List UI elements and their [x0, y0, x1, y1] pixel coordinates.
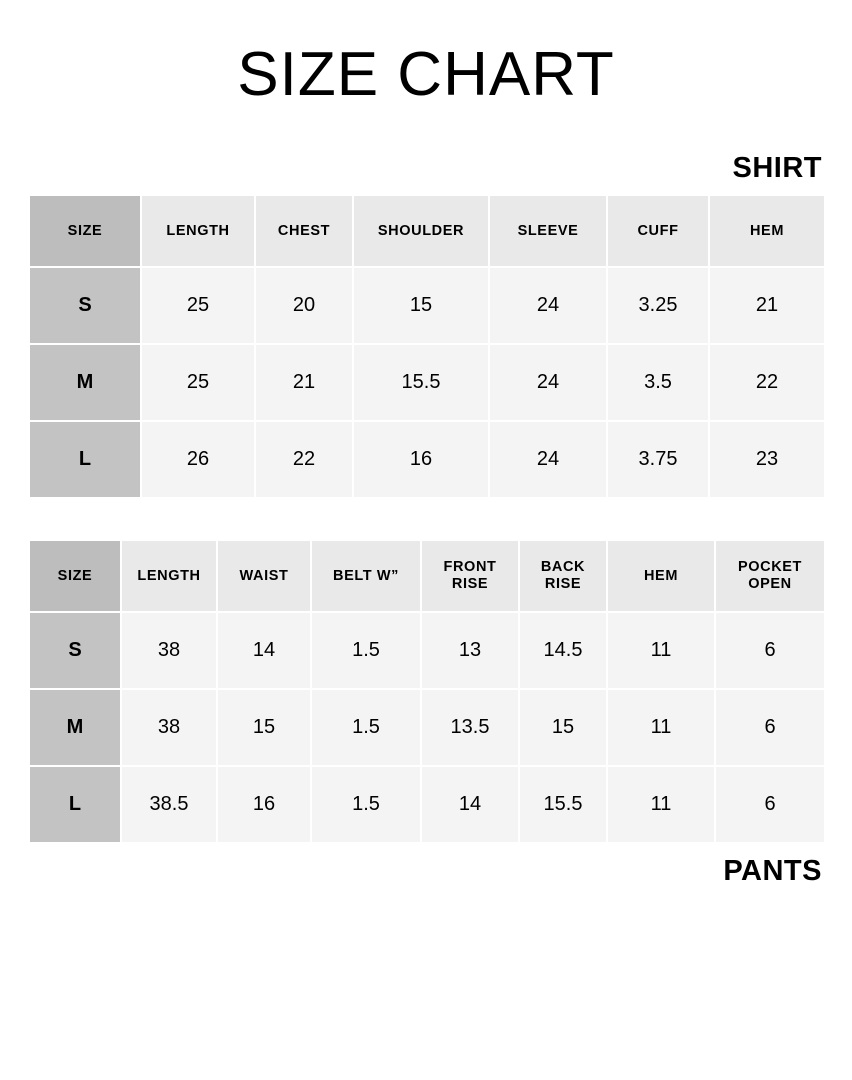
cell-value: 38: [121, 689, 217, 766]
table-row: [29, 267, 825, 344]
cell-value: 15: [353, 267, 489, 344]
cell-value: 15: [217, 689, 311, 766]
table-header-row: [29, 195, 825, 267]
cell-value: 6: [715, 766, 825, 843]
table-row: [29, 612, 825, 689]
cell-value: 11: [607, 612, 715, 689]
pants-size-table: [28, 539, 826, 844]
cell-value: 14: [217, 612, 311, 689]
shirt-section-label: SHIRT: [732, 152, 822, 184]
column-header-hem: HEM: [709, 195, 825, 267]
column-header-size: SIZE: [29, 540, 121, 612]
cell-value: 11: [607, 766, 715, 843]
tables-container: [28, 106, 824, 886]
cell-value: 22: [709, 344, 825, 421]
pants-label-wrapper: [28, 857, 824, 886]
column-header-waist: WAIST: [217, 540, 311, 612]
column-header-sleeve: SLEEVE: [489, 195, 607, 267]
cell-value: 1.5: [311, 689, 421, 766]
cell-value: 26: [141, 421, 255, 498]
cell-value: 1.5: [311, 612, 421, 689]
cell-value: 38: [121, 612, 217, 689]
table-row: [29, 421, 825, 498]
column-header-pocket-open: POCKET OPEN: [715, 540, 825, 612]
cell-value: 22: [255, 421, 353, 498]
column-header-shoulder: SHOULDER: [353, 195, 489, 267]
cell-value: 1.5: [311, 766, 421, 843]
table-row: [29, 766, 825, 843]
cell-value: 15.5: [519, 766, 607, 843]
column-header-chest: CHEST: [255, 195, 353, 267]
table-row: [29, 689, 825, 766]
cell-value: 3.75: [607, 421, 709, 498]
cell-value: 15.5: [353, 344, 489, 421]
column-header-belt-width: BELT W”: [311, 540, 421, 612]
column-header-front-rise: FRONT RISE: [421, 540, 519, 612]
table-header-row: [29, 540, 825, 612]
cell-value: 24: [489, 344, 607, 421]
column-header-back-rise: BACK RISE: [519, 540, 607, 612]
shirt-size-table: [28, 194, 826, 499]
size-label: S: [29, 612, 121, 689]
cell-value: 24: [489, 421, 607, 498]
cell-value: 21: [709, 267, 825, 344]
cell-value: 3.5: [607, 344, 709, 421]
size-label: S: [29, 267, 141, 344]
pants-section: [28, 539, 824, 886]
cell-value: 6: [715, 612, 825, 689]
pants-section-label: PANTS: [723, 855, 822, 887]
size-label: M: [29, 689, 121, 766]
size-label: M: [29, 344, 141, 421]
cell-value: 16: [217, 766, 311, 843]
cell-value: 3.25: [607, 267, 709, 344]
column-header-size: SIZE: [29, 195, 141, 267]
cell-value: 21: [255, 344, 353, 421]
size-label: L: [29, 421, 141, 498]
cell-value: 23: [709, 421, 825, 498]
cell-value: 14.5: [519, 612, 607, 689]
shirt-section: [28, 106, 824, 499]
cell-value: 20: [255, 267, 353, 344]
page-title: SIZE CHART: [237, 40, 615, 109]
cell-value: 11: [607, 689, 715, 766]
cell-value: 25: [141, 344, 255, 421]
cell-value: 15: [519, 689, 607, 766]
column-header-cuff: CUFF: [607, 195, 709, 267]
cell-value: 24: [489, 267, 607, 344]
column-header-length: LENGTH: [141, 195, 255, 267]
cell-value: 6: [715, 689, 825, 766]
column-header-hem: HEM: [607, 540, 715, 612]
column-header-length: LENGTH: [121, 540, 217, 612]
cell-value: 13: [421, 612, 519, 689]
cell-value: 25: [141, 267, 255, 344]
cell-value: 38.5: [121, 766, 217, 843]
table-row: [29, 344, 825, 421]
cell-value: 16: [353, 421, 489, 498]
shirt-label-wrapper: [28, 154, 824, 183]
cell-value: 13.5: [421, 689, 519, 766]
size-label: L: [29, 766, 121, 843]
cell-value: 14: [421, 766, 519, 843]
